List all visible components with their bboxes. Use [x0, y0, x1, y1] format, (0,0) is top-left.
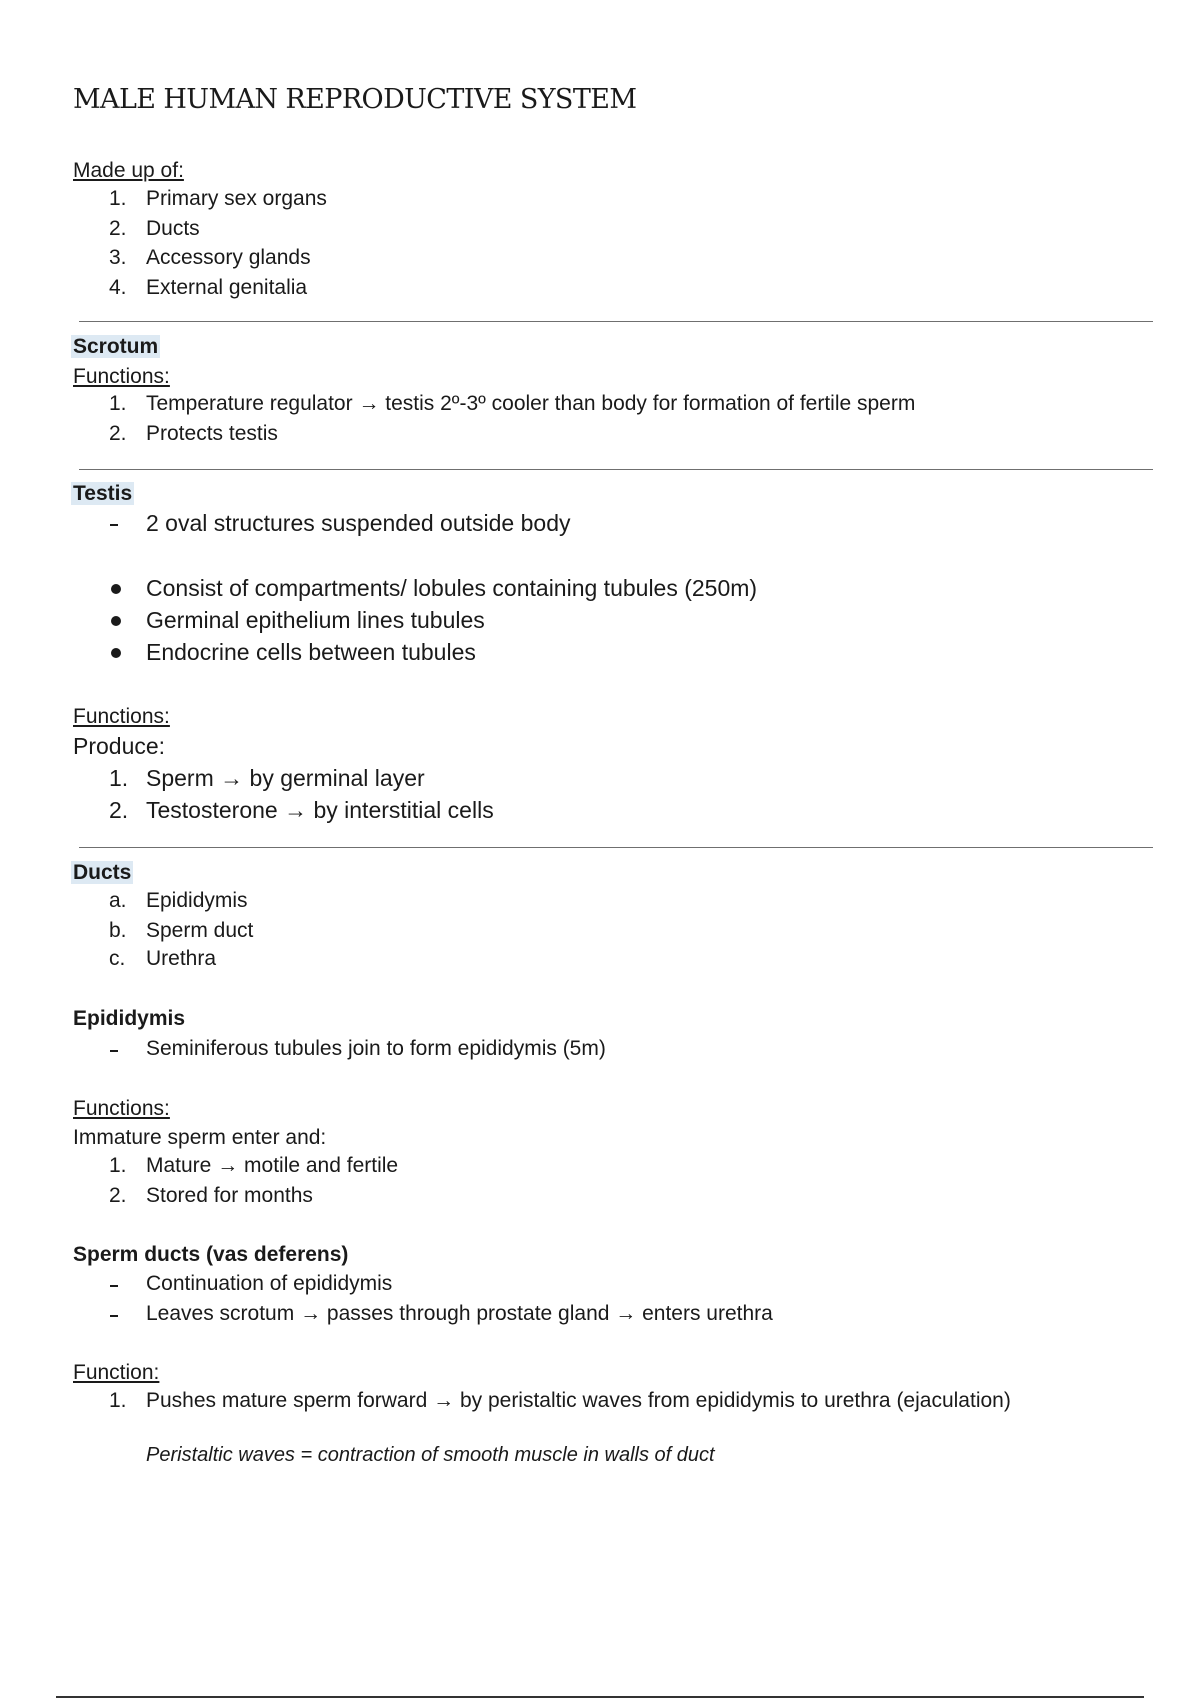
divider: [79, 847, 1153, 848]
list-item: Urethra: [146, 947, 217, 970]
list-item: Protects testis: [146, 422, 278, 445]
dash-bullet: [110, 1050, 118, 1052]
produce-label: Produce:: [73, 733, 166, 759]
list-marker: 2.: [109, 797, 129, 823]
list-marker: 1.: [109, 1154, 127, 1177]
list-item: Testosterone → by interstitial cells: [146, 797, 494, 823]
divider: [79, 469, 1153, 470]
list-item: Sperm duct: [146, 919, 254, 942]
dash-bullet: [110, 1285, 118, 1287]
list-item: Stored for months: [146, 1184, 313, 1207]
list-item: Sperm → by germinal layer: [146, 765, 425, 791]
list-marker: c.: [109, 947, 126, 970]
bullet-dot: [111, 648, 121, 658]
dash-bullet: [110, 1315, 118, 1317]
list-item: Mature → motile and fertile: [146, 1154, 399, 1177]
dash-bullet: [110, 524, 118, 526]
list-marker: 3.: [109, 246, 127, 269]
bullet-item: Endocrine cells between tubules: [146, 639, 476, 665]
bullet-dot: [111, 616, 121, 626]
list-marker: b.: [109, 919, 127, 942]
list-item: Seminiferous tubules join to form epididymis (5m): [146, 1037, 606, 1060]
list-item: 2 oval structures suspended outside body: [146, 510, 571, 536]
list-marker: 1.: [109, 1389, 127, 1412]
list-item: Primary sex organs: [146, 187, 327, 210]
list-item: Accessory glands: [146, 246, 311, 269]
sperm-ducts-heading: Sperm ducts (vas deferens): [73, 1243, 349, 1266]
testis-heading: Testis: [73, 482, 133, 505]
testis-functions-label: Functions:: [73, 705, 170, 728]
bullet-item: Consist of compartments/ lobules containing tubules (250m): [146, 575, 758, 601]
list-item: Temperature regulator → testis 2º-3º cooler than body for formation of fertile sperm: [146, 392, 916, 415]
divider: [79, 321, 1153, 322]
bullet-dot: [111, 584, 121, 594]
page-bottom-rule: [56, 1696, 1144, 1698]
sperm-ducts-function-label: Function:: [73, 1361, 160, 1384]
list-marker: 2.: [109, 1184, 127, 1207]
list-item: Leaves scrotum → passes through prostate gland → enters urethra: [146, 1302, 773, 1325]
epididymis-functions-label: Functions:: [73, 1097, 170, 1120]
list-item: Continuation of epididymis: [146, 1272, 393, 1295]
list-item: Epididymis: [146, 889, 248, 912]
list-marker: 1.: [109, 765, 129, 791]
list-marker: a.: [109, 889, 127, 912]
list-marker: 4.: [109, 276, 127, 299]
made-up-of-heading: Made up of:: [73, 159, 184, 182]
epididymis-heading: Epididymis: [73, 1007, 186, 1030]
peristaltic-note: Peristaltic waves = contraction of smooth muscle in walls of duct: [146, 1444, 715, 1466]
list-marker: 2.: [109, 422, 127, 445]
list-item: External genitalia: [146, 276, 308, 299]
ducts-heading: Ducts: [73, 861, 132, 884]
list-marker: 1.: [109, 392, 127, 415]
list-item: Pushes mature sperm forward → by peristaltic waves from epididymis to urethra (ejaculation): [146, 1389, 1011, 1412]
scrotum-heading: Scrotum: [73, 335, 159, 358]
list-marker: 1.: [109, 187, 127, 210]
list-item: Ducts: [146, 217, 200, 240]
epididymis-lead: Immature sperm enter and:: [73, 1126, 327, 1149]
bullet-item: Germinal epithelium lines tubules: [146, 607, 485, 633]
scrotum-functions-label: Functions:: [73, 365, 170, 388]
list-marker: 2.: [109, 217, 127, 240]
page-title: MALE HUMAN REPRODUCTIVE SYSTEM: [73, 84, 637, 115]
